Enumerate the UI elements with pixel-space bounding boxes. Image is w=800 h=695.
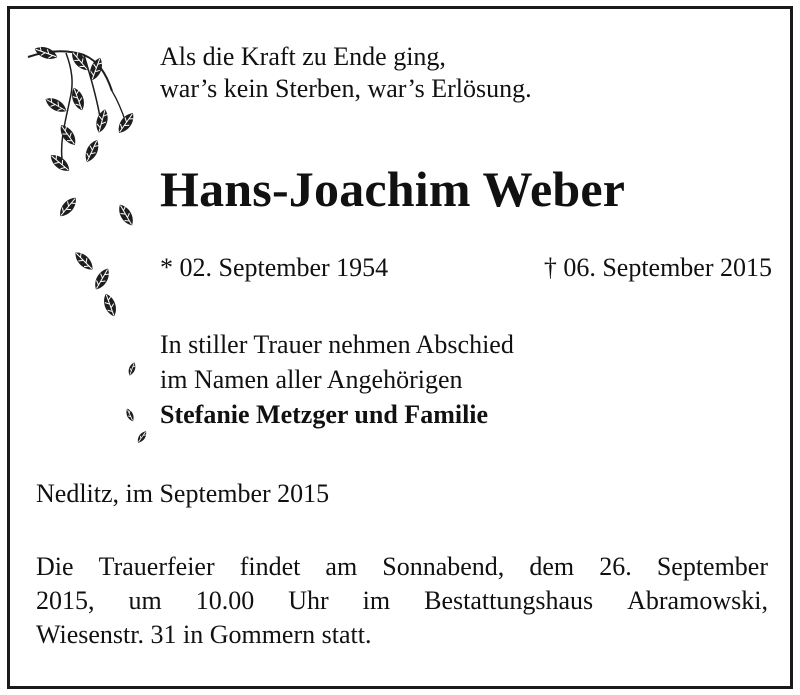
mourners-line-1: In stiller Trauer nehmen Abschied <box>160 330 514 359</box>
service-word: 26. <box>599 552 632 581</box>
service-word: Uhr <box>288 586 329 615</box>
falling-leaves-icon <box>26 39 156 459</box>
place-and-date: Nedlitz, im September 2015 <box>36 479 330 508</box>
mourners-block <box>160 327 514 432</box>
service-word: September <box>656 552 768 581</box>
service-word: Die <box>36 552 74 581</box>
service-word: 10.00 <box>195 586 255 615</box>
service-word: Sonnabend, <box>382 552 505 581</box>
family-names: Stefanie Metzger und Familie <box>160 400 489 429</box>
deceased-name: Hans-Joachim Weber <box>160 161 626 217</box>
service-word: dem <box>529 552 575 581</box>
birth-date: * 02. September 1954 <box>160 253 389 282</box>
service-line-1 <box>36 550 768 584</box>
obituary-notice <box>7 6 793 689</box>
funeral-service-info <box>36 550 768 652</box>
mourners-line-2: im Namen aller Angehörigen <box>160 365 463 394</box>
quote-line-1: Als die Kraft zu Ende ging, <box>160 42 446 71</box>
service-word: 2015, <box>36 586 95 615</box>
service-word: findet <box>239 552 301 581</box>
death-date: † 06. September 2015 <box>543 253 772 282</box>
service-line-2 <box>36 584 768 618</box>
service-word: am <box>325 552 358 581</box>
quote-line-2: war’s kein Sterben, war’s Erlösung. <box>160 74 532 103</box>
service-word: im <box>362 586 391 615</box>
service-line-3: Wiesenstr. 31 in Gommern statt. <box>36 620 372 649</box>
memorial-quote <box>160 41 532 105</box>
service-word: Trauerfeier <box>98 552 215 581</box>
service-word: Bestattungshaus <box>424 586 594 615</box>
service-word: Abramowski, <box>627 586 768 615</box>
service-word: um <box>128 586 162 615</box>
